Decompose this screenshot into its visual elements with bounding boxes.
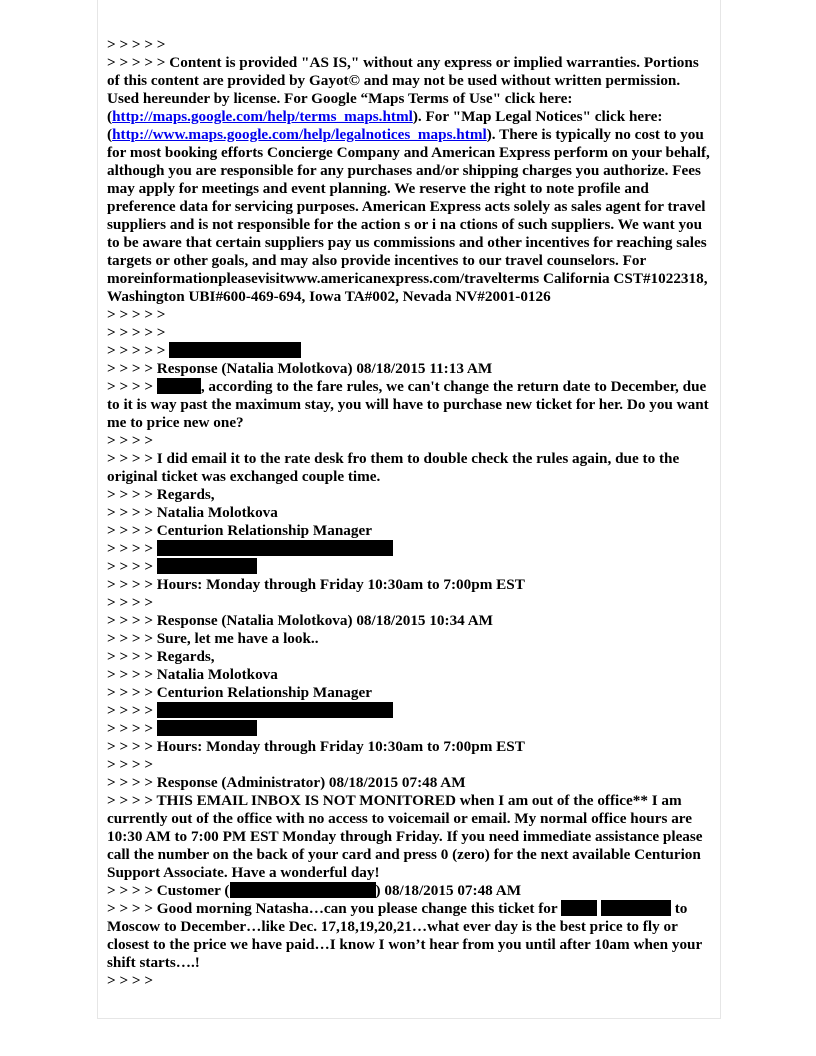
text-segment: > > > > (107, 558, 157, 575)
text-segment: > > > > Regards, (107, 486, 215, 503)
email-line (107, 972, 711, 990)
email-line (107, 450, 711, 486)
email-line (107, 360, 711, 378)
email-line (107, 522, 711, 540)
email-line (107, 54, 711, 306)
text-segment: > > > > Response (Administrator) 08/18/2015 07:48 AM (107, 774, 466, 791)
text-segment: > > > > Good morning Natasha…can you please change this ticket for (107, 900, 562, 917)
redaction-block (157, 558, 257, 574)
email-body (107, 36, 711, 990)
email-line (107, 594, 711, 612)
redaction-block (157, 720, 257, 736)
email-line (107, 720, 711, 738)
email-line (107, 900, 711, 972)
text-segment: > > > > > (107, 324, 166, 341)
redaction-block (157, 702, 393, 718)
text-segment: > > > > (107, 756, 154, 773)
email-line (107, 432, 711, 450)
text-segment: to Moscow to December…like Dec. 17,18,19,20,21…what ever day is the best price to fly or closest to the price we have paid…I know I won’t hear from you until after 10am when your shift starts….! (107, 900, 702, 971)
email-line (107, 792, 711, 882)
link[interactable]: http://maps.google.com/help/terms_maps.html (112, 108, 413, 125)
email-line (107, 882, 711, 900)
text-segment: > > > > Centurion Relationship Manager (107, 684, 372, 701)
email-line (107, 306, 711, 324)
redaction-block (561, 900, 597, 916)
email-line (107, 738, 711, 756)
text-segment: , according to the fare rules, we can't change the return date to December, due to it is way past the maximum stay, you will have to purchase new ticket for her. Do you want me to price new one? (107, 378, 709, 431)
text-segment: > > > > (107, 540, 157, 557)
email-line (107, 684, 711, 702)
text-segment: ) 08/18/2015 07:48 AM (375, 882, 522, 899)
text-segment: > > > > > (107, 306, 166, 323)
email-line (107, 702, 711, 720)
email-line (107, 324, 711, 342)
email-line (107, 756, 711, 774)
text-segment: > > > > Natalia Molotkova (107, 666, 278, 683)
text-segment: > > > > > (107, 342, 170, 359)
text-segment: > > > > Regards, (107, 648, 215, 665)
text-segment: ). For "Map Legal Notices" click here: ( (107, 108, 663, 143)
text-segment: > > > > (107, 432, 154, 449)
email-line (107, 576, 711, 594)
redaction-block (169, 342, 301, 358)
text-segment: ). There is typically no cost to you for most booking efforts Concierge Company and American Express perform on your behalf, although you are responsible for any purchases and/or shipping charges you authorize. Fees may apply for meetings and event planning. We reserve the right to note profile and preference data for servicing purposes. American Express acts solely as sales agent for travel suppliers and is not responsible for the action s or i na ctions of such suppliers. We want you to be aware that certain suppliers pay us commissions and other incentives for reaching sales targets or other goals, and may also provide incentives to our travel counselors. For moreinformationpleasevisitwww.americanexpress.com/travelterms California CST#1022318, Washington UBI#600-469-694, Iowa TA#002, Nevada NV#2001-0126 (107, 126, 710, 305)
text-segment: > > > > Hours: Monday through Friday 10:30am to 7:00pm EST (107, 576, 525, 593)
email-line (107, 666, 711, 684)
email-line (107, 558, 711, 576)
email-line (107, 342, 711, 360)
text-segment: > > > > THIS EMAIL INBOX IS NOT MONITORED when I am out of the office** I am currently out of the office with no access to voicemail or email. My normal office hours are 10:30 AM to 7:00 PM EST Monday through Friday. If you need immediate assistance please call the number on the back of your card and press 0 (zero) for the next available Centurion Support Associate. Have a wonderful day! (107, 792, 703, 881)
email-line (107, 630, 711, 648)
email-line (107, 504, 711, 522)
redaction-block (601, 900, 671, 916)
link[interactable]: http://www.maps.google.com/help/legalnotices_maps.html (112, 126, 487, 143)
redaction-block (157, 540, 393, 556)
text-segment: > > > > Customer ( (107, 882, 230, 899)
email-line (107, 648, 711, 666)
text-segment: > > > > Hours: Monday through Friday 10:30am to 7:00pm EST (107, 738, 525, 755)
text-segment: > > > > (107, 702, 157, 719)
email-line (107, 486, 711, 504)
text-segment: > > > > Response (Natalia Molotkova) 08/18/2015 10:34 AM (107, 612, 494, 629)
text-segment: > > > > (107, 378, 157, 395)
email-line (107, 540, 711, 558)
text-segment: > > > > (107, 720, 157, 737)
text-segment: > > > > Response (Natalia Molotkova) 08/18/2015 11:13 AM (107, 360, 493, 377)
text-segment: > > > > (107, 972, 154, 989)
email-line (107, 612, 711, 630)
redaction-block (157, 378, 201, 394)
text-segment: > > > > Natalia Molotkova (107, 504, 278, 521)
text-segment: > > > > Sure, let me have a look.. (107, 630, 319, 647)
redaction-block (230, 882, 376, 898)
text-segment: > > > > Centurion Relationship Manager (107, 522, 372, 539)
text-segment: > > > > > (107, 36, 166, 53)
email-line (107, 774, 711, 792)
text-segment: > > > > > Content is provided "AS IS," without any express or implied warranties. Portions of this content are provided by Gayot© and may not be used without written permission. Used hereunder by license. For Google “Maps Terms of Use" click here: ( (107, 54, 699, 125)
text-segment: > > > > (107, 594, 154, 611)
text-segment: > > > > I did email it to the rate desk fro them to double check the rules again, due to the original ticket was exchanged couple time. (107, 450, 680, 485)
email-line (107, 36, 711, 54)
email-line (107, 378, 711, 432)
